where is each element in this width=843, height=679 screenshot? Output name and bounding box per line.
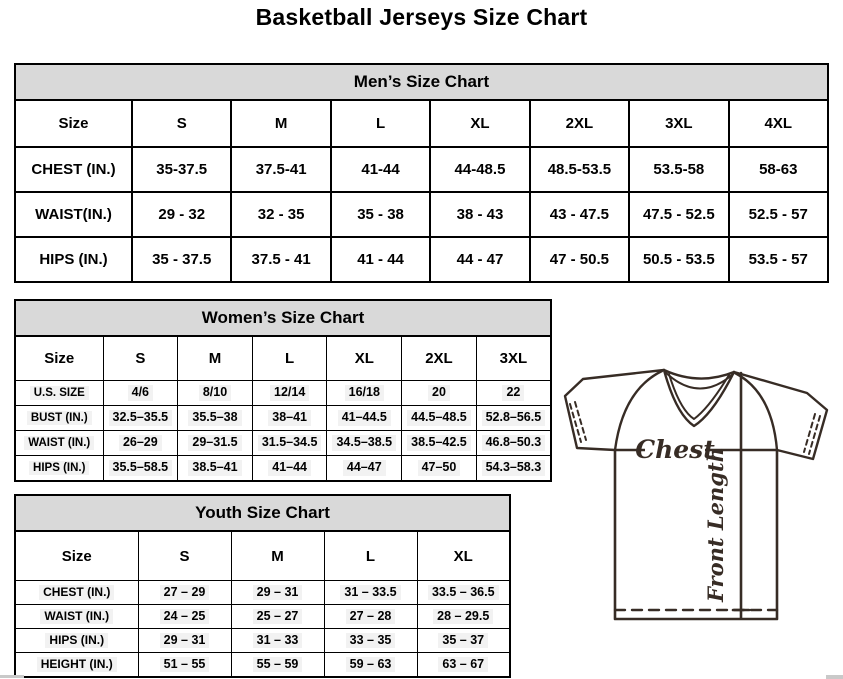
cell-value: 59 – 63: [346, 657, 396, 673]
value-cell: [417, 581, 510, 605]
value-cell: [252, 381, 327, 406]
value-cell: 50.5 - 53.5: [629, 237, 728, 282]
value-cell: [327, 406, 402, 431]
value-cell: [103, 381, 178, 406]
cell-value: 31 – 33.5: [340, 585, 400, 601]
cell-value: 25 – 27: [253, 609, 303, 625]
value-cell: 48.5-53.5: [530, 147, 629, 192]
value-cell: [327, 431, 402, 456]
cell-value: 27 – 28: [346, 609, 396, 625]
size-header-cell: M: [231, 100, 330, 147]
value-cell: 47 - 50.5: [530, 237, 629, 282]
cell-value: 12/14: [270, 385, 309, 401]
mens-size-table: [14, 99, 829, 283]
measurement-row: [15, 629, 510, 653]
cell-value: 38.5–42.5: [407, 435, 471, 451]
cell-value: 29 – 31: [253, 585, 303, 601]
value-cell: [178, 381, 253, 406]
scrollbar-fragment-right: [826, 675, 843, 679]
size-header-cell: S: [103, 336, 178, 381]
cell-value: HIPS (IN.): [29, 461, 89, 475]
value-cell: [402, 406, 477, 431]
size-header-cell: M: [231, 531, 324, 581]
value-cell: [231, 629, 324, 653]
jersey-measurement-diagram: [561, 362, 833, 630]
value-cell: 44-48.5: [430, 147, 529, 192]
cell-value: 54.3–58.3: [482, 460, 546, 476]
value-cell: [327, 381, 402, 406]
size-header-cell: S: [132, 100, 231, 147]
cell-value: 34.5–38.5: [332, 435, 396, 451]
value-cell: [252, 431, 327, 456]
value-cell: [417, 605, 510, 629]
row-label-cell: CHEST (IN.): [15, 147, 132, 192]
size-header-row: [15, 531, 510, 581]
value-cell: [476, 431, 551, 456]
womens-size-table: [14, 335, 552, 482]
cell-value: WAIST (IN.): [24, 436, 94, 450]
value-cell: [324, 581, 417, 605]
cell-value: HEIGHT (IN.): [37, 657, 117, 672]
youth-size-table: [14, 530, 511, 678]
value-cell: [231, 581, 324, 605]
value-cell: 29 - 32: [132, 192, 231, 237]
measurement-row: [15, 605, 510, 629]
cell-value: 41–44: [268, 460, 311, 476]
size-header-cell: 2XL: [402, 336, 477, 381]
measurement-row: [15, 406, 551, 431]
page-title: Basketball Jerseys Size Chart: [255, 4, 588, 30]
cell-value: 33 – 35: [346, 633, 396, 649]
value-cell: 58-63: [729, 147, 828, 192]
cell-value: 29 – 31: [160, 633, 210, 649]
row-label-cell: [15, 431, 103, 456]
size-header-row: [15, 336, 551, 381]
scrollbar-fragment-left: [0, 675, 24, 678]
value-cell: 35-37.5: [132, 147, 231, 192]
value-cell: 35 - 38: [331, 192, 430, 237]
row-label-cell: [15, 629, 138, 653]
value-cell: [327, 456, 402, 482]
value-cell: 37.5-41: [231, 147, 330, 192]
value-cell: [417, 629, 510, 653]
size-header-cell: M: [178, 336, 253, 381]
value-cell: [252, 406, 327, 431]
size-header-cell: 2XL: [530, 100, 629, 147]
cell-value: 24 – 25: [160, 609, 210, 625]
cell-value: 35 – 37: [438, 633, 488, 649]
cell-value: 31.5–34.5: [258, 435, 322, 451]
value-cell: 37.5 - 41: [231, 237, 330, 282]
value-cell: 53.5 - 57: [729, 237, 828, 282]
row-label-cell: [15, 381, 103, 406]
size-column-header: Size: [15, 336, 103, 381]
value-cell: 44 - 47: [430, 237, 529, 282]
cell-value: 46.8–50.3: [482, 435, 546, 451]
size-header-cell: L: [324, 531, 417, 581]
value-cell: [178, 456, 253, 482]
value-cell: [138, 629, 231, 653]
measurement-row: [15, 431, 551, 456]
value-cell: [252, 456, 327, 482]
size-header-cell: L: [331, 100, 430, 147]
size-header-row: [15, 100, 828, 147]
cell-value: WAIST (IN.): [40, 609, 113, 624]
cell-value: 22: [502, 385, 524, 401]
chest-label: Chest: [635, 435, 715, 464]
size-header-cell: XL: [430, 100, 529, 147]
value-cell: [138, 605, 231, 629]
size-column-header: Size: [15, 100, 132, 147]
value-cell: [476, 456, 551, 482]
value-cell: [402, 381, 477, 406]
value-cell: [476, 381, 551, 406]
cell-value: 29–31.5: [188, 435, 241, 451]
value-cell: [138, 653, 231, 678]
value-cell: [324, 605, 417, 629]
cell-value: 52.8–56.5: [482, 410, 546, 426]
measurement-row: [15, 581, 510, 605]
cell-value: 20: [428, 385, 450, 401]
cell-value: CHEST (IN.): [39, 585, 114, 600]
cell-value: 51 – 55: [160, 657, 210, 673]
cell-value: 38–41: [268, 410, 311, 426]
womens-size-chart-section: [14, 299, 552, 482]
value-cell: 53.5-58: [629, 147, 728, 192]
cell-value: 55 – 59: [253, 657, 303, 673]
cell-value: HIPS (IN.): [45, 633, 108, 648]
measurement-row: [15, 237, 828, 282]
value-cell: 32 - 35: [231, 192, 330, 237]
value-cell: 52.5 - 57: [729, 192, 828, 237]
right-sleeve: [734, 372, 827, 459]
cell-value: U.S. SIZE: [30, 386, 89, 400]
size-header-cell: XL: [327, 336, 402, 381]
value-cell: 47.5 - 52.5: [629, 192, 728, 237]
measurement-row: [15, 147, 828, 192]
size-column-header: Size: [15, 531, 138, 581]
jersey-body: [615, 450, 777, 619]
measurement-row: [15, 381, 551, 406]
value-cell: [178, 406, 253, 431]
value-cell: [402, 431, 477, 456]
value-cell: [103, 406, 178, 431]
value-cell: [103, 431, 178, 456]
cell-value: 41–44.5: [338, 410, 391, 426]
left-cuff-stitch2-icon: [575, 402, 586, 440]
cell-value: BUST (IN.): [27, 411, 92, 425]
row-label-cell: WAIST(IN.): [15, 192, 132, 237]
mens-size-chart-section: [14, 63, 829, 283]
front-length-label: Front Length: [703, 447, 728, 602]
cell-value: 35.5–38: [188, 410, 241, 426]
cell-value: 38.5–41: [188, 460, 241, 476]
cell-value: 31 – 33: [253, 633, 303, 649]
value-cell: 41 - 44: [331, 237, 430, 282]
cell-value: 16/18: [345, 385, 384, 401]
cell-value: 44–47: [343, 460, 386, 476]
value-cell: [417, 653, 510, 678]
cell-value: 32.5–35.5: [109, 410, 173, 426]
value-cell: [324, 653, 417, 678]
size-header-cell: 3XL: [476, 336, 551, 381]
cell-value: 47–50: [418, 460, 461, 476]
value-cell: 41-44: [331, 147, 430, 192]
value-cell: 43 - 47.5: [530, 192, 629, 237]
value-cell: 38 - 43: [430, 192, 529, 237]
row-label-cell: [15, 605, 138, 629]
row-label-cell: [15, 456, 103, 482]
measurement-row: [15, 456, 551, 482]
value-cell: [231, 605, 324, 629]
cell-value: 44.5–48.5: [407, 410, 471, 426]
v-neck-collar: [664, 370, 734, 379]
value-cell: [178, 431, 253, 456]
measurement-row: [15, 192, 828, 237]
measurement-row: [15, 653, 510, 678]
row-label-cell: [15, 653, 138, 678]
mens-section-header: Men’s Size Chart: [14, 63, 829, 101]
cell-value: 4/6: [128, 385, 153, 401]
cell-value: 35.5–58.5: [109, 460, 173, 476]
row-label-cell: HIPS (IN.): [15, 237, 132, 282]
value-cell: 35 - 37.5: [132, 237, 231, 282]
right-cuff-stitch-icon: [809, 416, 820, 454]
row-label-cell: [15, 406, 103, 431]
size-header-cell: L: [252, 336, 327, 381]
youth-section-header: Youth Size Chart: [14, 494, 511, 532]
right-cuff-stitch2-icon: [804, 414, 815, 452]
cell-value: 33.5 – 36.5: [428, 585, 499, 601]
value-cell: [231, 653, 324, 678]
value-cell: [138, 581, 231, 605]
size-header-cell: 3XL: [629, 100, 728, 147]
cell-value: 8/10: [199, 385, 231, 401]
cell-value: 63 – 67: [438, 657, 488, 673]
value-cell: [103, 456, 178, 482]
size-header-cell: 4XL: [729, 100, 828, 147]
cell-value: 27 – 29: [160, 585, 210, 601]
value-cell: [476, 406, 551, 431]
womens-section-header: Women’s Size Chart: [14, 299, 552, 337]
cell-value: 28 – 29.5: [433, 609, 493, 625]
cell-value: 26–29: [119, 435, 162, 451]
size-header-cell: XL: [417, 531, 510, 581]
row-label-cell: [15, 581, 138, 605]
size-header-cell: S: [138, 531, 231, 581]
value-cell: [402, 456, 477, 482]
value-cell: [324, 629, 417, 653]
youth-size-chart-section: [14, 494, 511, 678]
